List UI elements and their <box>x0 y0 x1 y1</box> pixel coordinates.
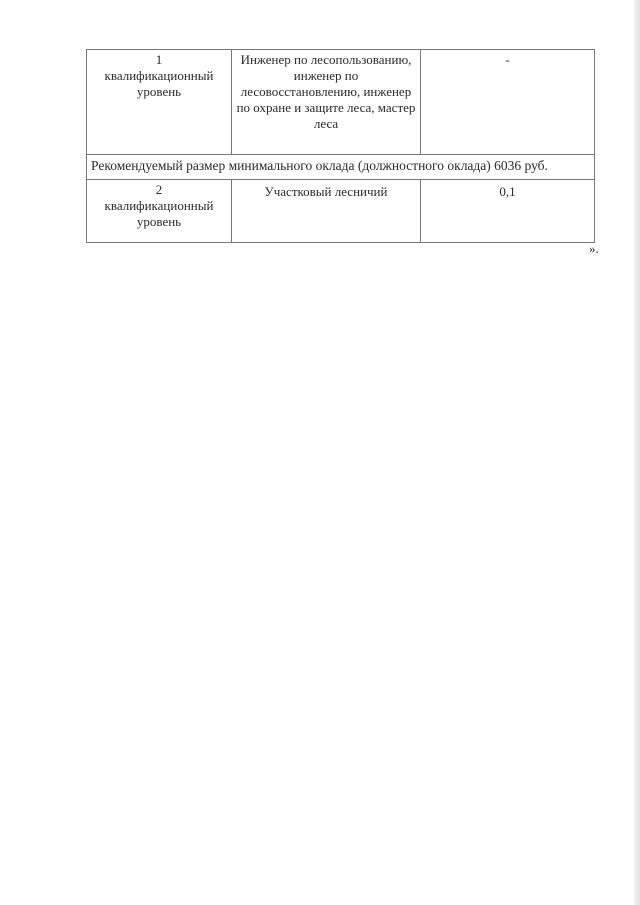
qualification-level-cell <box>87 180 232 243</box>
qualification-level-cell <box>87 50 232 155</box>
position-text: Участковый лесничий <box>264 184 388 199</box>
closing-quote: ». <box>589 241 599 256</box>
level-number: 2 <box>155 182 163 197</box>
level-number: 1 <box>155 52 163 67</box>
position-text: Инженер по лесопользованию, инженер по лесовосстановлению, инженер по охране и защите леса, мастер леса <box>236 52 416 131</box>
coefficient-value: - <box>505 52 510 67</box>
level-word: квалификационный <box>104 198 214 213</box>
table-row <box>87 180 595 243</box>
coefficient-value: 0,1 <box>499 184 516 199</box>
recommended-salary-text: Рекомендуемый размер минимального оклада (должностного оклада) 6036 руб. <box>91 158 548 173</box>
recommended-salary-cell <box>87 155 595 180</box>
level-word: квалификационный <box>104 68 214 83</box>
position-cell <box>232 50 421 155</box>
coefficient-cell <box>421 50 595 155</box>
level-suffix: уровень <box>136 84 182 99</box>
table-row <box>87 155 595 180</box>
position-cell <box>232 180 421 243</box>
page-edge-shadow <box>634 0 640 905</box>
table-row <box>87 50 595 155</box>
level-suffix: уровень <box>136 214 182 229</box>
coefficient-cell <box>421 180 595 243</box>
qualification-table <box>86 49 595 243</box>
